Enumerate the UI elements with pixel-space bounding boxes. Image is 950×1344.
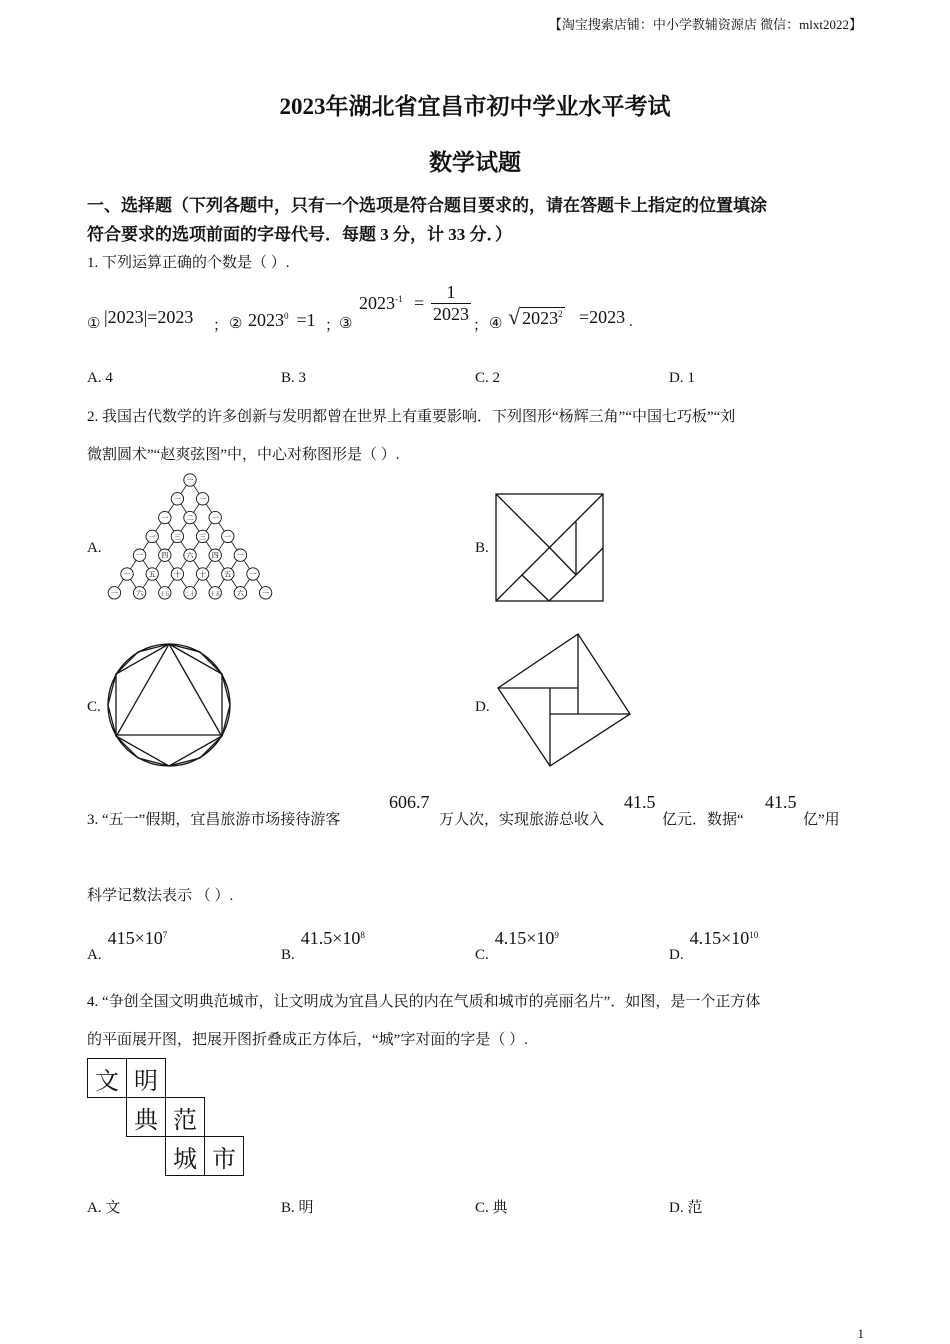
q1-sep1: ； xyxy=(213,318,229,334)
cube-face-dian: 典 xyxy=(127,1098,166,1137)
q1-item2-rhs: =1 xyxy=(296,310,316,330)
triangle-node-label: 一 xyxy=(236,551,244,560)
triangle-node-label: 四 xyxy=(211,551,219,560)
q1-item1-marker: ① xyxy=(87,316,101,332)
triangle-node-label: 四 xyxy=(161,551,169,560)
section-heading-line2: 符合要求的选项前面的字母代号．每题 3 分，计 33 分．） xyxy=(87,225,512,244)
q1-option-c[interactable]: C. 2 xyxy=(475,370,501,386)
q2-option-b-label[interactable]: B. xyxy=(475,540,489,556)
q3-option-d[interactable]: $D.4.15\times 10^{10}$ xyxy=(669,928,759,963)
q1-sep2: ； xyxy=(325,318,341,334)
triangle-node-label: 十五 xyxy=(210,591,221,598)
yang-hui-triangle-figure xyxy=(100,470,280,605)
q1-item3-marker: ③ xyxy=(339,316,353,332)
triangle-node-label: 一 xyxy=(224,532,232,541)
triangle-node-label: 十 xyxy=(199,570,207,579)
cube-face-fan: 范 xyxy=(166,1098,205,1137)
q3-mid3: 亿”用 xyxy=(803,812,840,828)
triangle-node-label: 一 xyxy=(262,589,270,598)
q1-item2-marker: ② xyxy=(229,316,243,332)
q1-item3-denominator: 2023 xyxy=(433,304,469,324)
q1-item4-marker: ④ xyxy=(489,316,503,332)
triangle-node-label: 三 xyxy=(199,532,207,541)
triangle-node-label: 六 xyxy=(236,589,244,598)
exam-subtitle: 数学试题 xyxy=(429,150,521,175)
cube-net-figure xyxy=(87,1058,244,1176)
q1-item3-numerator: 1 xyxy=(431,282,471,304)
q1-item2-exp: 0 xyxy=(284,311,289,321)
page-number: 1 xyxy=(857,1326,864,1341)
liu-hui-circle-figure xyxy=(104,640,234,770)
section-heading-line1: 一、选择题（下列各题中，只有一个选项是符合题目要求的，请在答题卡上指定的位置填涂 xyxy=(87,196,767,215)
q2-line2: 微割圆术”“赵爽弦图”中，中心对称图形是（ ）. xyxy=(87,447,400,463)
triangle-node-label: 一 xyxy=(199,495,207,504)
q1-item4-base: 2023 xyxy=(522,308,559,328)
triangle-node-label: 十 xyxy=(173,570,181,579)
q4-option-a[interactable]: A. 文 xyxy=(87,1200,121,1216)
sqrt-icon: √ xyxy=(508,304,521,329)
q3-option-a[interactable]: $A.415\times 10^7$ xyxy=(87,928,168,963)
triangle-node-label: 一 xyxy=(148,532,156,541)
cube-face-cheng: 城 xyxy=(166,1137,205,1176)
triangle-node-label: 二十 xyxy=(184,591,196,598)
q3-value-income: 41.5 xyxy=(624,792,656,812)
triangle-node-label: 六 xyxy=(186,551,194,560)
triangle-node-label: 二 xyxy=(186,514,194,523)
q1-option-a[interactable]: A. 4 xyxy=(87,370,113,386)
q1-item1: |2023|=2023 xyxy=(104,307,194,327)
q4-line1: 4. “争创全国文明典范城市，让文明成为宜昌人民的内在气质和城市的亮丽名片”．如图，是一个正方体 xyxy=(87,994,761,1010)
q1-option-b[interactable]: B. 3 xyxy=(281,370,307,386)
q2-option-c-label[interactable]: C. xyxy=(87,699,101,715)
q1-item2-base: 2023 xyxy=(248,310,284,330)
triangle-node-label: 一 xyxy=(249,570,257,579)
triangle-node-label: 六 xyxy=(136,589,144,598)
q2-option-d-label[interactable]: D. xyxy=(475,699,490,715)
q3-option-c[interactable]: $C.4.15\times 10^9$ xyxy=(475,928,559,963)
q2-line1: 2. 我国古代数学的许多创新与发明都曾在世界上有重要影响．下列图形“杨辉三角”“中国七巧板”“刘 xyxy=(87,409,736,425)
triangle-node-label: 五 xyxy=(224,570,232,579)
header-note: 【淘宝搜索店铺：中小学教辅资源店 微信：mlxt2022】 xyxy=(548,17,862,32)
q3-mid1: 万人次，实现旅游总收入 xyxy=(439,812,605,828)
q4-option-b[interactable]: B. 明 xyxy=(281,1200,314,1216)
triangle-node-label: 一 xyxy=(186,476,194,485)
q3-line2: 科学记数法表示 （ ）. xyxy=(87,888,234,904)
q1-item3-base: 2023 xyxy=(359,293,395,313)
q1-item4-exp: 2 xyxy=(558,309,563,319)
cube-face-ming: 明 xyxy=(127,1059,166,1098)
q3-prefix: 3. “五一”假期，宜昌旅游市场接待游客 xyxy=(87,812,341,828)
q1-item3-eq: = xyxy=(414,293,425,313)
q4-option-d[interactable]: D. 范 xyxy=(669,1200,703,1216)
q4-line2: 的平面展开图，把展开图折叠成正方体后，“城”字对面的字是（ ）. xyxy=(87,1032,528,1048)
triangle-node-label: 五 xyxy=(148,570,156,579)
q3-value-data: 41.5 xyxy=(765,792,797,812)
triangle-node-label: 一 xyxy=(173,495,181,504)
cube-face-wen: 文 xyxy=(88,1059,127,1098)
q4-option-c[interactable]: C. 典 xyxy=(475,1200,508,1216)
cube-face-shi: 市 xyxy=(205,1137,244,1176)
q1-stem: 1. 下列运算正确的个数是（ ）. xyxy=(87,255,290,271)
triangle-node-label: 一 xyxy=(136,551,144,560)
triangle-node-label: 一 xyxy=(123,570,131,579)
q2-option-a-label[interactable]: A. xyxy=(87,540,102,556)
q3-mid2: 亿元．数据“ xyxy=(662,812,744,828)
q3-value-visitors: 606.7 xyxy=(389,792,430,812)
triangle-node-label: 一 xyxy=(110,589,118,598)
triangle-node-label: 一 xyxy=(161,514,169,523)
exam-title: 2023年湖北省宜昌市初中学业水平考试 xyxy=(279,94,671,119)
q1-item3-exp: -1 xyxy=(395,294,403,304)
q1-sep3: ； xyxy=(473,318,489,334)
q1-item4-rhs: =2023 xyxy=(579,307,626,327)
zhao-shuang-figure xyxy=(494,630,634,770)
triangle-node-label: 三 xyxy=(173,532,181,541)
triangle-node-label: 十五 xyxy=(159,591,170,598)
q1-option-d[interactable]: D. 1 xyxy=(669,370,695,386)
tangram-figure xyxy=(494,492,606,604)
triangle-node-label: 一 xyxy=(211,514,219,523)
q3-option-b[interactable]: $B.41.5\times 10^8$ xyxy=(281,928,365,963)
q1-end: . xyxy=(629,314,633,330)
